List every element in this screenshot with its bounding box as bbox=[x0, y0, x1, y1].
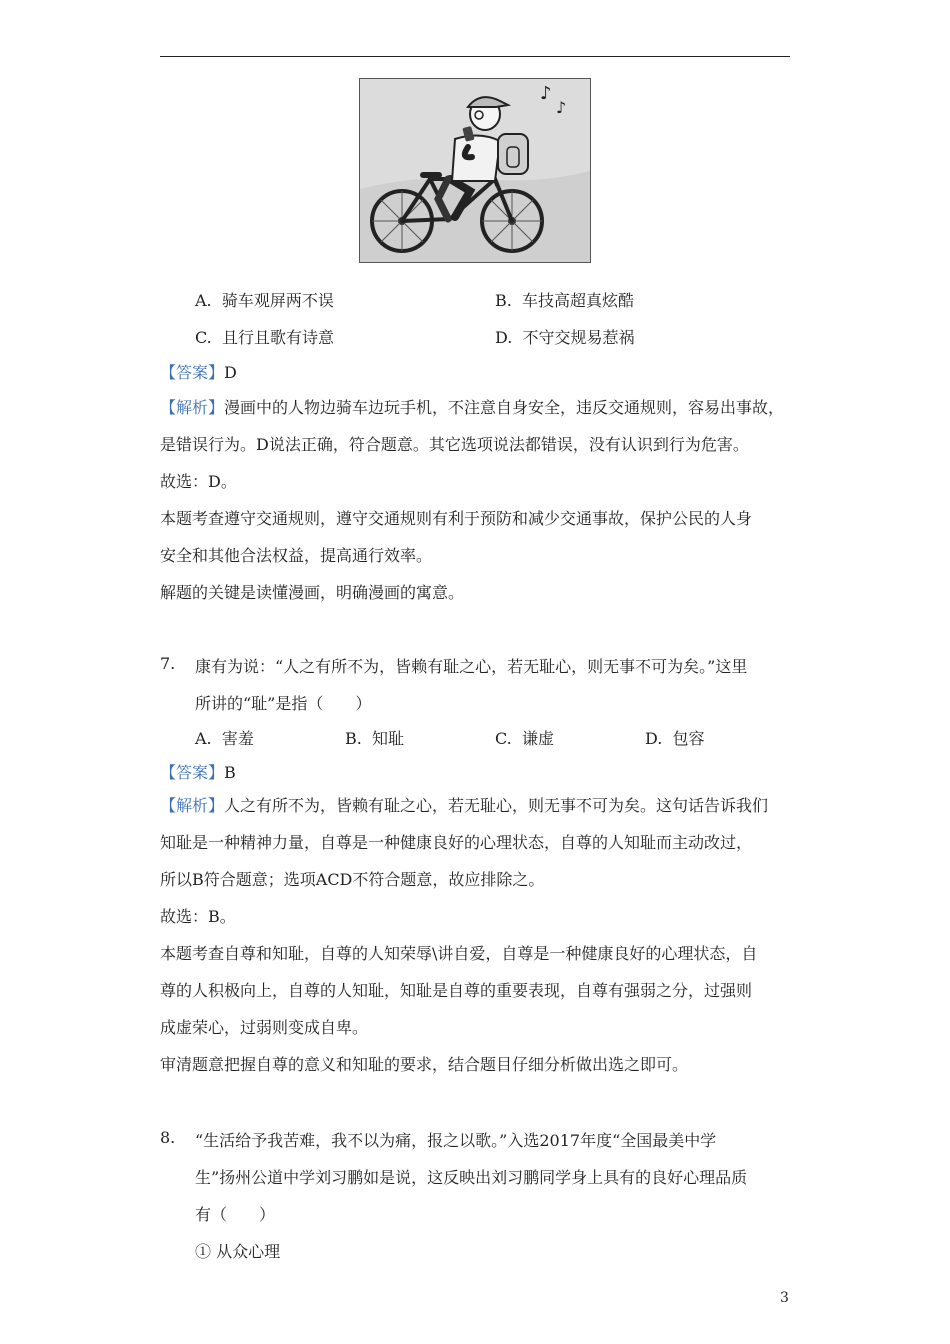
q7-answer bbox=[160, 760, 236, 783]
option-text: 知耻 bbox=[372, 729, 405, 748]
svg-text:♪: ♪ bbox=[540, 83, 552, 104]
q7-option-c bbox=[495, 726, 554, 749]
cyclist-phone-illustration bbox=[360, 79, 590, 262]
q6-answer bbox=[160, 360, 237, 383]
option-text: 包容 bbox=[672, 729, 705, 748]
q7-option-b bbox=[345, 726, 404, 749]
analysis-tag: 【解析】 bbox=[160, 398, 225, 417]
option-letter: D. bbox=[645, 729, 663, 748]
analysis-tag: 【解析】 bbox=[160, 796, 225, 815]
q6-analysis-line-1 bbox=[160, 395, 784, 418]
q8-item-1: ① 从众心理 bbox=[195, 1242, 281, 1261]
q6-comment-line-1: 本题考查遵守交通规则，遵守交通规则有利于预防和减少交通事故，保护公民的人身 bbox=[160, 509, 753, 528]
q7-stem-line-2: 所讲的“耻”是指（ ） bbox=[195, 694, 372, 713]
q7-key: 审清题意把握自尊的意义和知耻的要求，结合题目仔细分析做出选之即可。 bbox=[160, 1055, 689, 1074]
option-letter: B. bbox=[345, 729, 362, 748]
q7-comment-line-1: 本题考查自尊和知耻，自尊的人知荣辱\讲自爱，自尊是一种健康良好的心理状态，自 bbox=[160, 944, 758, 963]
analysis-text: 人之有所不为，皆赖有耻之心，若无耻心，则无事不可为矣。这句话告诉我们 bbox=[224, 796, 769, 815]
q7-analysis-line-2: 知耻是一种精神力量，自尊是一种健康良好的心理状态，自尊的人知耻而主动改过， bbox=[160, 833, 753, 852]
option-text: 不守交规易惹祸 bbox=[522, 328, 635, 347]
option-text: 车技高超真炫酷 bbox=[522, 291, 635, 310]
page-number: 3 bbox=[780, 1290, 789, 1306]
svg-text:♪: ♪ bbox=[556, 98, 567, 117]
option-letter: A. bbox=[195, 291, 212, 310]
q8-stem-line-1: “生活给予我苦难，我不以为痛，报之以歌。”入选2017年度“全国最美中学 bbox=[195, 1131, 717, 1150]
cartoon-figure bbox=[359, 78, 591, 263]
analysis-text: 漫画中的人物边骑车边玩手机，不注意自身安全，违反交通规则，容易出事故， bbox=[224, 398, 785, 417]
option-text: 谦虚 bbox=[521, 729, 554, 748]
q6-comment-line-2: 安全和其他合法权益，提高通行效率。 bbox=[160, 546, 433, 565]
option-text: 骑车观屏两不误 bbox=[221, 291, 334, 310]
answer-tag: 【答案】 bbox=[160, 763, 225, 782]
answer-value: B bbox=[224, 763, 236, 782]
q6-analysis-line-2: 是错误行为。D说法正确，符合题意。其它选项说法都错误，没有认识到行为危害。 bbox=[160, 435, 749, 454]
option-letter: B. bbox=[495, 291, 512, 310]
q6-option-a bbox=[195, 288, 334, 311]
header-rule bbox=[160, 56, 790, 57]
q6-key: 解题的关键是读懂漫画，明确漫画的寓意。 bbox=[160, 583, 465, 602]
q7-comment-line-3: 成虚荣心，过弱则变成自卑。 bbox=[160, 1018, 369, 1037]
q8-stem-line-3: 有（ ） bbox=[195, 1205, 276, 1224]
q7-number: 7. bbox=[160, 654, 176, 673]
q7-comment-line-2: 尊的人积极向上，自尊的人知耻，知耻是自尊的重要表现，自尊有强弱之分，过强则 bbox=[160, 981, 753, 1000]
q7-option-d bbox=[645, 726, 705, 749]
q6-option-b bbox=[495, 288, 634, 311]
q7-analysis-line-1 bbox=[160, 793, 768, 816]
answer-value: D bbox=[224, 363, 237, 382]
option-text: 且行且歌有诗意 bbox=[221, 328, 334, 347]
q8-stem-line-2: 生”扬州公道中学刘习鹏如是说，这反映出刘习鹏同学身上具有的良好心理品质 bbox=[195, 1168, 748, 1187]
q7-choose: 故选：B。 bbox=[160, 907, 236, 926]
q7-option-a bbox=[195, 726, 254, 749]
q6-option-d bbox=[495, 325, 635, 348]
option-letter: D. bbox=[495, 328, 513, 347]
q7-stem-line-1: 康有为说：“人之有所不为，皆赖有耻之心，若无耻心，则无事不可为矣。”这里 bbox=[195, 657, 748, 676]
option-letter: A. bbox=[195, 729, 212, 748]
answer-tag: 【答案】 bbox=[160, 363, 225, 382]
option-text: 害羞 bbox=[221, 729, 254, 748]
q7-analysis-line-3: 所以B符合题意；选项ACD不符合题意，故应排除之。 bbox=[160, 870, 545, 889]
option-letter: C. bbox=[495, 729, 512, 748]
option-letter: C. bbox=[195, 328, 212, 347]
q6-option-c bbox=[195, 325, 334, 348]
q6-choose: 故选：D。 bbox=[160, 472, 237, 491]
q8-number: 8. bbox=[160, 1128, 176, 1147]
